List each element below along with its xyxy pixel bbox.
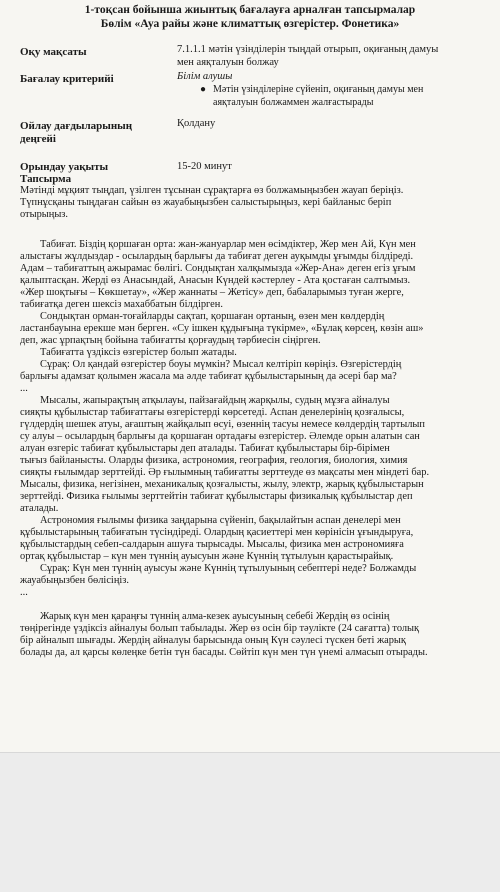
bullet-icon: ● (200, 84, 207, 95)
text-line: Мысалы, жапырақтың атқылауы, пайзағайдың жарқылы, судың мұзға айналуы (40, 395, 390, 406)
text-line: Сондықтан орман-тоғайларды сақтап, қоршаған ортаның, өзен мен көлдердің (40, 311, 385, 322)
text-line: Мәтінді мұқият тыңдап, үзілген тұсынан сұрақтарға өз болжамыңызбен жауап беріңіз. (20, 185, 404, 196)
text-line: сияқты ғылымдар зерттейді. Әр ғылымның табиғатты зерттеуде өз мақсаты мен міндеті бар. (20, 467, 430, 478)
assessment-criteria-label: Бағалау критерийі (20, 73, 114, 85)
thinking-skills-label-1: Ойлау дағдыларының (20, 120, 133, 132)
learning-objective-value-2: мен аяқталуын болжау (177, 57, 279, 68)
text-line: «Жер шоқтығы – Көкшетау», «Жер жаннаты – Жетісу» деп, бабаларымыз туған жерге, (20, 287, 404, 298)
text-line: Астрономия ғылымы физика заңдарына сүйеніп, бақылайтын аспан денелері мен (40, 515, 401, 526)
text-line: Табиғатта үздіксіз өзгерістер болып жатады. (40, 347, 237, 358)
learning-objective-label: Оқу мақсаты (20, 46, 87, 58)
text-line: ластанбауына ерекше мән берген. «Су ішкен құдығыңа түкірме», «Бұлақ көрсең, көзін аш» (20, 323, 424, 334)
text-line: Сұрақ: Күн мен түннің ауысуы және Күннің тұтылуының себептері неде? Болжамды (40, 563, 417, 574)
text-line: су алуы – осылардың барлығы да қоршаған ортадағы өзгерістер. Әлемде орын алатын сан (20, 431, 420, 442)
text-line: Түпнұсқаны тыңдаған сайын өз жауабыңызбен салыстырыңыз, кері байланыс беріп (20, 197, 392, 208)
learning-objective-value-1: 7.1.1.1 мәтін үзінділерін тыңдай отырып, оқиғаның дамуы (177, 44, 439, 55)
text-line: алуан өзгеріс табиғат құбылыстары деп аталады. Табиғат құбылыстары бір-бірімен (20, 443, 390, 454)
text-line: жауабыңызбен бөлісіңіз. (20, 575, 129, 586)
text-line: сияқты құбылыстар табиғаттағы өзгерістерді көрсетеді. Аспан денелерінің қозғалысы, (20, 407, 405, 418)
text-line: құбылыстарының табиғатын түсіндіреді. Олардың қасиеттері мен көрінісін ұғындыруға, (20, 527, 414, 538)
text-line: ... (20, 383, 28, 394)
text-line: табиғатқа деген шексіз махаббатын білдірген. (20, 299, 223, 310)
text-line: Табиғат. Біздің қоршаған орта: жан-жануарлар мен өсімдіктер, Жер мен Ай, Күн мен (40, 239, 416, 250)
text-line: қалыптасқан. Жерді өз Анасындай, Анасын Күндей кәстерлеу - Ата қостаған салтымыз. (20, 275, 411, 286)
text-line: Адам – табиғаттың ажырамас бөлігі. Сондықтан халқымызда «Жер-Ана» деген егіз ұғым (20, 263, 416, 274)
task-title: Тапсырма (20, 173, 72, 185)
document-title: 1-тоқсан бойынша жиынтық бағалауға арналған тапсырмалар (84, 4, 416, 16)
text-line: аталады. (20, 503, 59, 514)
text-line: болады да, ал қарсы көлеңке бетін түн басады. Сөйтіп күн мен түн үнемі алмасып отырады. (20, 647, 428, 658)
text-line: барлығы адамзат қолымен жасала ма әлде табиғат құбылыстарының да әсері бар ма? (20, 371, 397, 382)
text-line: Мысалы, физика, негізінен, механикалық қозғалысты, жылу, электр, жарық құбылыстарын (20, 479, 424, 490)
thinking-skills-label-2: деңгейі (20, 133, 56, 145)
thinking-skills-value: Қолдану (177, 118, 216, 129)
text-line: зерттейді. Физика ғылымы зерттейтін табиғат құбылыстары физикалық құбылыстар деп (20, 491, 413, 502)
text-line: төңірегінде үздіксіз айналуы болып табылады. Жер өз осін бір тәулікте (24 сағатта) толық (20, 623, 420, 634)
text-line: тығыз байланысты. Оларды физика, астрономия, география, геология, биология, химия (20, 455, 408, 466)
time-value: 15-20 минут (177, 161, 232, 172)
text-line: ортақ құбылыстар – күн мен түннің ауысуын және Күннің тұтылуын қарастырайық. (20, 551, 394, 562)
text-line: алыстағы жұлдыздар - осылардың барлығы да табиғат деген ауқымды ұғымды білдіреді. (20, 251, 414, 262)
text-line: деп, жас ұрпақтың бойына табиғатты қорғаудың тәрбиесін сіңірген. (20, 335, 321, 346)
text-line: гүлдердің шешек атуы, ағаштың жайқалып өсуі, өзеннің тасуы немесе көлдердің тартылып (20, 419, 425, 430)
text-line: ... (20, 587, 28, 598)
text-line: Жарық күн мен қараңғы түннің алма-кезек ауысуының себебі Жердің өз осінің (40, 611, 390, 622)
text-line: отырыңыз. (20, 209, 69, 220)
criteria-bullet-line-1: Мәтін үзінділеріне сүйеніп, оқиғаның дамуы мен (213, 84, 424, 95)
text-line: құбылыстардың себеп-салдарын ашуға тырысады. Мысалы, физика мен астрономияға (20, 539, 404, 550)
text-line: Сұрақ: Ол қандай өзгерістер боуы мүмкін? Мысал келтіріп көріңіз. Өзгерістердің (40, 359, 402, 370)
blank-area (0, 752, 500, 892)
section-title: Бөлім «Ауа райы және климаттық өзгерістер. Фонетика» (100, 18, 400, 30)
criteria-bullet-line-2: аяқталуын болжаммен жалғастырады (213, 97, 374, 108)
text-line: бір айналып шығады. Жердің айналуы барысында оның Күн сәулесі түскен беті жарық (20, 635, 406, 646)
assessment-criteria-value: Білім алушы (177, 71, 233, 82)
time-label: Орындау уақыты (20, 161, 109, 173)
